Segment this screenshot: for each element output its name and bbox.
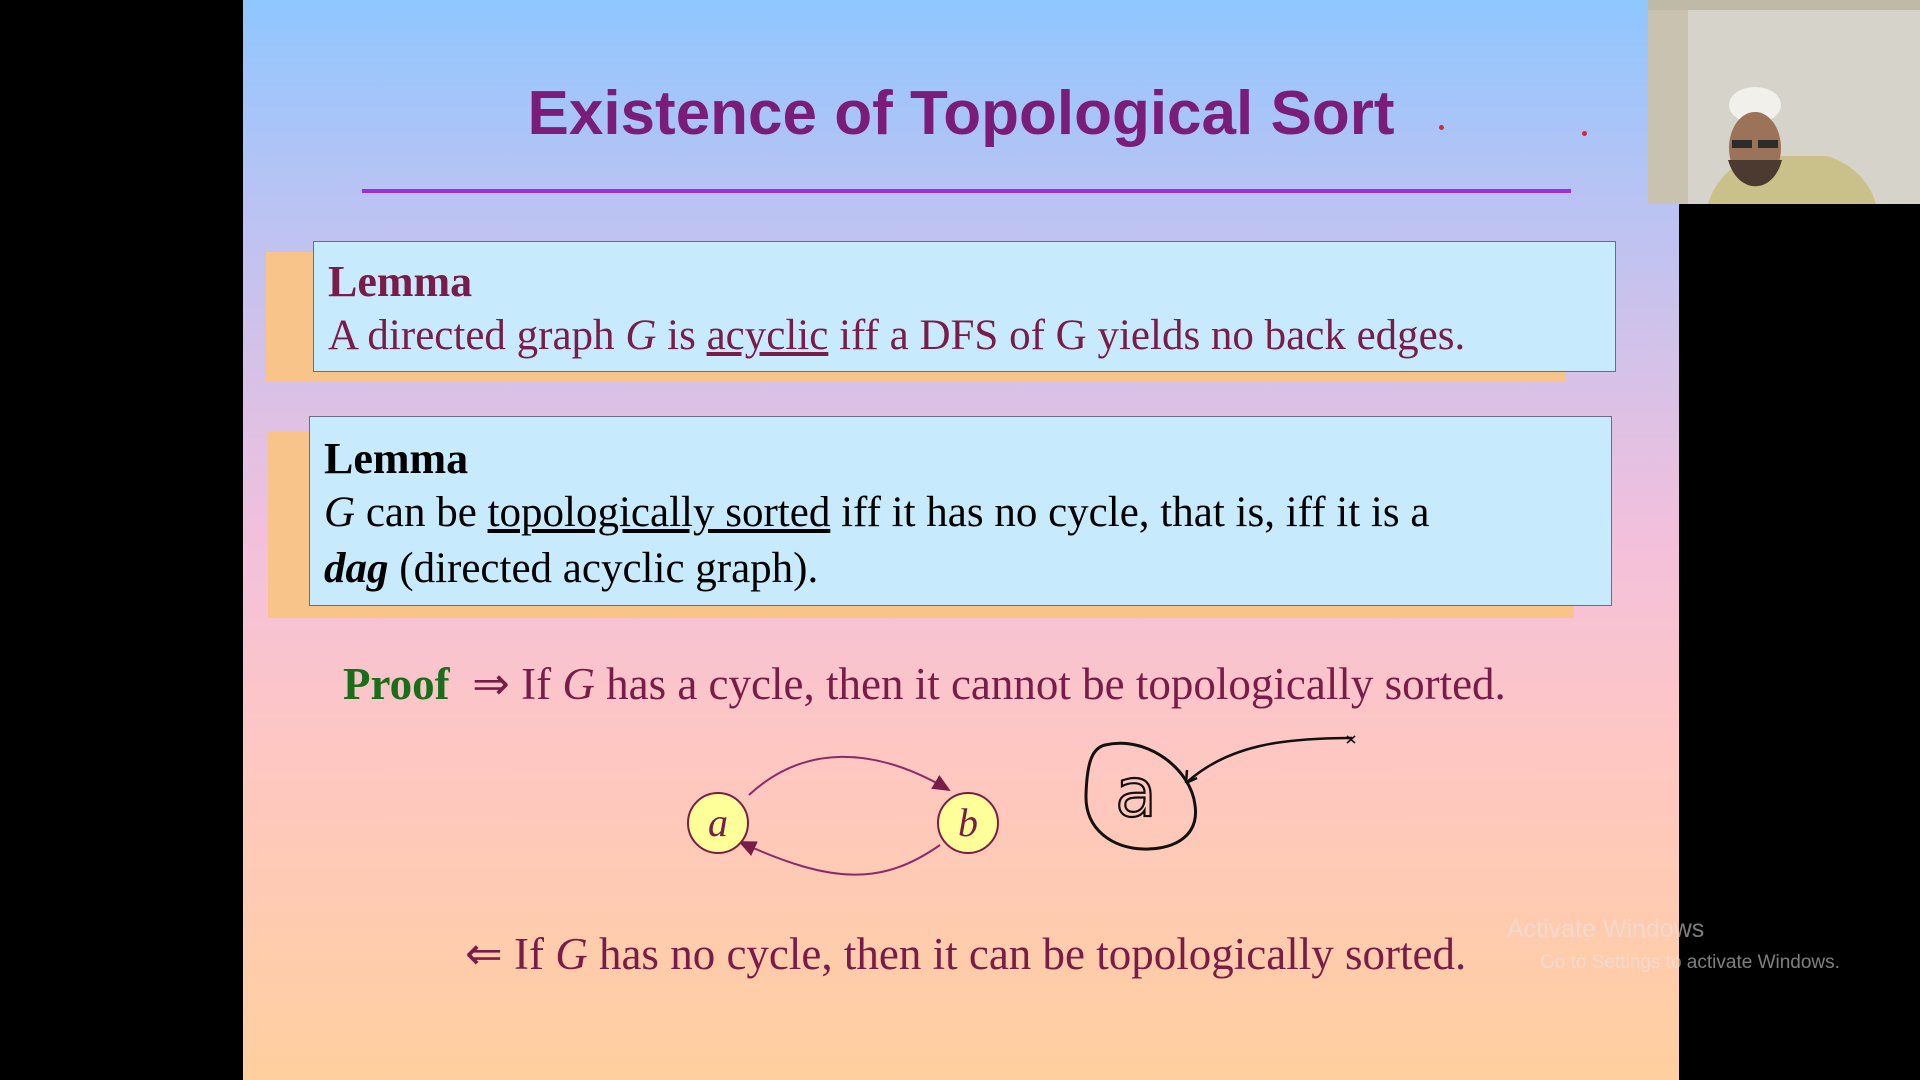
presenter-video bbox=[1648, 0, 1920, 204]
proof-backward: ⇐ If G has no cycle, then it can be topologically sorted. bbox=[465, 929, 1467, 979]
lemma2-statement-line2: dag (directed acyclic graph). bbox=[324, 545, 819, 592]
cycle-diagram bbox=[243, 0, 1679, 1080]
lemma1-heading: Lemma bbox=[328, 257, 473, 306]
node-b bbox=[938, 793, 998, 853]
lemma1-statement: A directed graph G is acyclic iff a DFS of G yields no back edges. bbox=[328, 312, 1466, 359]
edge-b-to-a bbox=[740, 842, 940, 875]
lemma2-statement-line1: G can be topologically sorted iff it has no cycle, that is, iff it is a bbox=[324, 489, 1430, 536]
lemma2-heading: Lemma bbox=[324, 434, 469, 483]
activate-windows-watermark: Activate Windows bbox=[1507, 915, 1705, 943]
handwritten-self-loop-sketch bbox=[1086, 736, 1355, 849]
webcam-video-overlay bbox=[1648, 0, 1920, 204]
node-b-label: b bbox=[958, 800, 978, 845]
presentation-slide bbox=[243, 0, 1679, 1080]
activate-windows-hint: Go to Settings to activate Windows. bbox=[1540, 952, 1840, 973]
proof-forward: Proof ⇒ If G has a cycle, then it cannot be topologically sorted. bbox=[343, 659, 1506, 709]
node-a-label: a bbox=[708, 800, 728, 845]
handwritten-letter: a bbox=[1115, 754, 1157, 833]
slide-title: Existence of Topological Sort bbox=[527, 79, 1395, 148]
edge-a-to-b bbox=[749, 757, 949, 795]
node-a bbox=[688, 793, 748, 853]
